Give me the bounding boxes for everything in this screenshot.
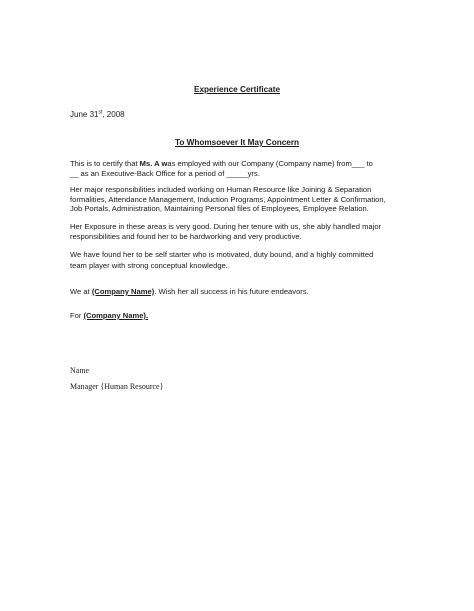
wishes-text-end: . Wish her all success in his future endeavors. <box>154 287 309 296</box>
employee-name: Ms. A w <box>139 159 168 168</box>
paragraph-line: formalities, Attendance Management, Induction Programs, Appointment Letter & Confirmation, <box>70 194 386 204</box>
paragraph-wishes <box>70 287 410 297</box>
paragraph-exposure <box>70 222 410 241</box>
date-year: , 2008 <box>102 110 125 119</box>
wishes-text-start: We at <box>70 287 92 296</box>
paragraph-line <box>70 311 410 321</box>
document-title: Experience Certificate <box>193 85 280 94</box>
paragraph-line: Her Exposure in these areas is very good. During her tenure with us, she ably handled major <box>70 222 382 231</box>
paragraph-line: __ as an Executive-Back Office for a period of _____yrs. <box>70 168 260 178</box>
paragraph-line: Job Portals, Administration, Maintaining Personal files of Employees, Employee Relation. <box>70 204 369 214</box>
signatory-title: Manager {Human Resource} <box>70 382 164 391</box>
paragraph-line <box>70 287 410 297</box>
paragraph-responsibilities <box>70 185 410 214</box>
paragraph-line <box>70 159 410 169</box>
closing-text-start: For <box>70 311 84 320</box>
paragraph-line: responsibilities and found her to be hardworking and very productive. <box>70 231 302 241</box>
paragraph-line: team player with strong conceptual knowledge. <box>70 261 228 270</box>
paragraph-line: Her major responsibilities included working on Human Resource like Joining & Separation <box>70 185 372 194</box>
paragraph-line: We have found her to be self starter who is motivated, duty bound, and a highly committed <box>70 250 374 259</box>
paragraph-closing <box>70 311 410 321</box>
certify-text-start: This is to certify that <box>70 159 140 168</box>
signatory-name: Name <box>70 366 90 375</box>
date-ordinal-suffix: st <box>98 109 103 116</box>
salutation-heading: To Whomsoever It May Concern <box>174 138 300 147</box>
certify-text-end: as employed with our Company (Company name) from___ to <box>167 159 373 168</box>
company-name-placeholder: (Company Name) <box>91 287 155 296</box>
paragraph-qualities <box>70 249 410 271</box>
date-month-day: June 31 <box>70 110 99 119</box>
date-line <box>70 110 125 119</box>
paragraph-certify <box>70 159 410 178</box>
company-name-placeholder: (Company Name). <box>83 311 149 320</box>
